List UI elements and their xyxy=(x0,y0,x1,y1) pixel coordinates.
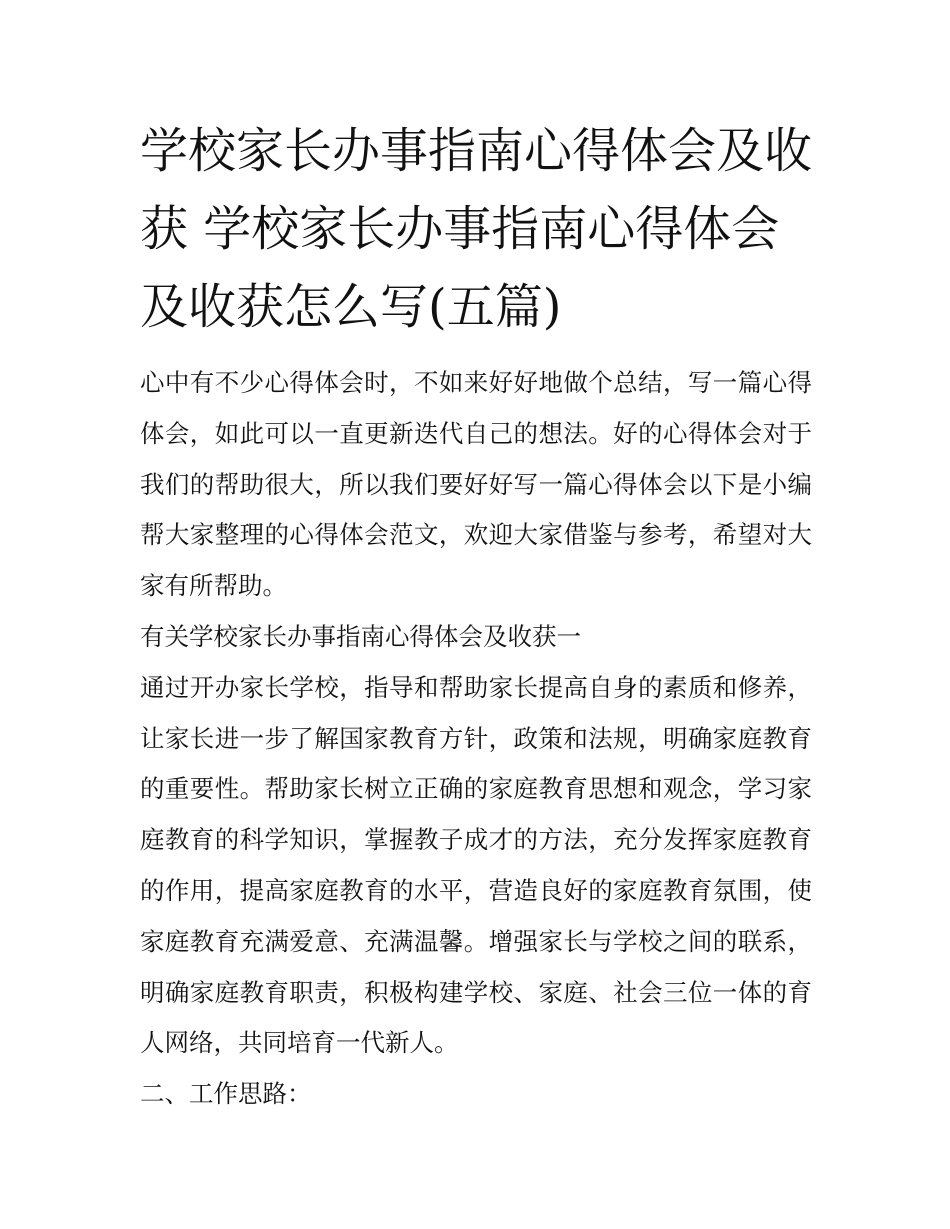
intro-paragraph: 心中有不少心得体会时，不如来好好地做个总结，写一篇心得体会，如此可以一直更新迭代自己的想法。好的心得体会对于我们的帮助很大，所以我们要好好写一篇心得体会以下是小编帮大家整理的心得体会范文，欢迎大家借鉴与参考，希望对大家有所帮助。 xyxy=(140,368,812,601)
section-heading: 有关学校家长办事指南心得体会及收获一 xyxy=(140,621,581,651)
document-title: 学校家长办事指南心得体会及收获 学校家长办事指南心得体会及收获怎么写(五篇) xyxy=(140,123,813,335)
document-page xyxy=(140,112,812,1120)
subheading: 二、工作思路： xyxy=(140,1079,312,1109)
body-paragraph: 通过开办家长学校，指导和帮助家长提高自身的素质和修养，让家长进一步了解国家教育方针，政策和法规，明确家庭教育的重要性。帮助家长树立正确的家庭教育思想和观念，学习家庭教育的科学知识，掌握教子成才的方法，充分发挥家庭教育的作用，提高家庭教育的水平，营造良好的家庭教育氛围，使家庭教育充满爱意、充满温馨。增强家长与学校之间的联系，明确家庭教育职责，积极构建学校、家庭、社会三位一体的育人网络，共同培育一代新人。 xyxy=(140,672,812,1058)
